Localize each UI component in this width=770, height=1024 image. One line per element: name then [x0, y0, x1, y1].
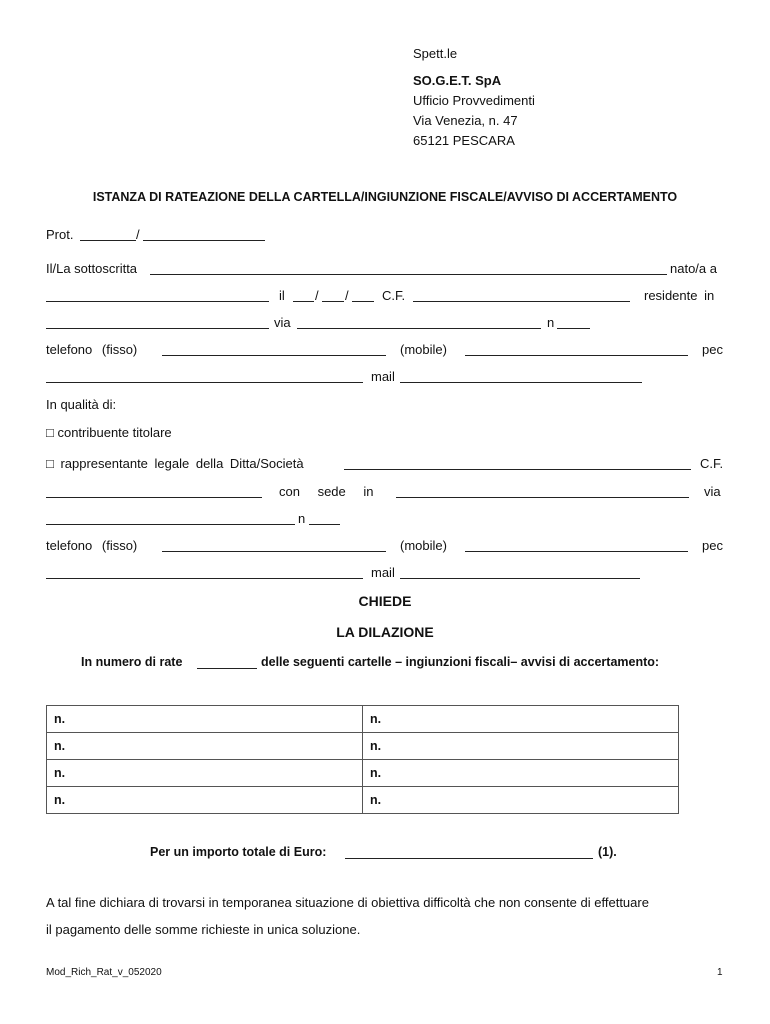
- mobile-field[interactable]: [465, 355, 688, 356]
- table-cell[interactable]: n.: [363, 787, 679, 814]
- birth-day-field[interactable]: [293, 301, 314, 302]
- company-street-field[interactable]: [46, 524, 295, 525]
- via-label: via: [274, 315, 291, 330]
- company-via-label: via: [704, 484, 721, 499]
- born-label: nato/a a: [670, 261, 717, 276]
- amount-field[interactable]: [345, 858, 593, 859]
- prot-label: Prot.: [46, 227, 74, 242]
- residence-city-field[interactable]: [46, 328, 269, 329]
- documents-table: [46, 705, 679, 814]
- company-phone-field[interactable]: [162, 551, 386, 552]
- birth-month-field[interactable]: [322, 301, 344, 302]
- date-separator: /: [345, 288, 349, 303]
- declaration-line-1: A tal fine dichiara di trovarsi in temporanea situazione di obiettiva difficoltà che non consente di effettuare: [46, 895, 649, 910]
- mail-label: mail: [371, 369, 395, 384]
- resident-label: residente in: [644, 288, 715, 303]
- company-pec-field[interactable]: [46, 578, 363, 579]
- cf-label: C.F.: [382, 288, 406, 303]
- table-cell[interactable]: n.: [47, 733, 363, 760]
- chiede-heading: CHIEDE: [358, 593, 412, 609]
- page-number: 1: [717, 967, 723, 978]
- mail-field[interactable]: [400, 382, 642, 383]
- rate-prefix: In numero di rate: [81, 655, 183, 669]
- phone-label: telefono (fisso): [46, 342, 138, 357]
- cf-field[interactable]: [413, 301, 630, 302]
- table-cell[interactable]: n.: [363, 733, 679, 760]
- table-cell[interactable]: n.: [47, 787, 363, 814]
- option-taxpayer-checkbox[interactable]: □ contribuente titolare: [46, 425, 172, 440]
- company-number-label: n: [298, 511, 306, 526]
- mobile-label: (mobile): [400, 342, 447, 357]
- company-cf-field[interactable]: [46, 497, 262, 498]
- company-mobile-label: (mobile): [400, 538, 447, 553]
- company-street-number-field[interactable]: [309, 524, 340, 525]
- company-pec-label: pec: [702, 538, 723, 553]
- signer-label: Il/La sottoscritta: [46, 261, 138, 276]
- address-office: Ufficio Provvedimenti: [413, 93, 535, 108]
- table-cell[interactable]: n.: [363, 706, 679, 733]
- prot-year-field[interactable]: [143, 240, 265, 241]
- company-seat-field[interactable]: [396, 497, 689, 498]
- phone-field[interactable]: [162, 355, 386, 356]
- amount-prefix: Per un importo totale di Euro:: [150, 845, 327, 859]
- table-cell[interactable]: n.: [47, 760, 363, 787]
- table-row: [47, 706, 679, 733]
- prot-separator: /: [136, 227, 140, 242]
- declaration-line-2: il pagamento delle somme richieste in unica soluzione.: [46, 922, 361, 937]
- document-title: ISTANZA DI RATEAZIONE DELLA CARTELLA/INGIUNZIONE FISCALE/AVVISO DI ACCERTAMENTO: [92, 190, 678, 204]
- company-mail-field[interactable]: [400, 578, 640, 579]
- option-representative-checkbox[interactable]: □ rappresentante legale della Ditta/Società: [46, 456, 304, 471]
- footer-code: Mod_Rich_Rat_v_052020: [46, 967, 162, 978]
- company-mail-label: mail: [371, 565, 395, 580]
- pec-label: pec: [702, 342, 723, 357]
- company-name-field[interactable]: [344, 469, 691, 470]
- table-cell[interactable]: n.: [363, 760, 679, 787]
- birth-year-field[interactable]: [352, 301, 374, 302]
- company-mobile-field[interactable]: [465, 551, 688, 552]
- rate-suffix: delle seguenti cartelle – ingiunzioni fiscali– avvisi di accertamento:: [261, 655, 660, 669]
- company-phone-label: telefono (fisso): [46, 538, 138, 553]
- capacity-label: In qualità di:: [46, 397, 117, 412]
- rate-count-field[interactable]: [197, 668, 257, 669]
- street-field[interactable]: [297, 328, 541, 329]
- street-number-field[interactable]: [557, 328, 590, 329]
- birthdate-label: il: [279, 288, 285, 303]
- address-city: 65121 PESCARA: [413, 133, 515, 148]
- address-greeting: Spett.le: [413, 46, 458, 61]
- number-label: n: [547, 315, 555, 330]
- dilazione-heading: LA DILAZIONE: [336, 624, 434, 640]
- company-cf-label: C.F.: [700, 456, 724, 471]
- address-company: SO.G.E.T. SpA: [413, 73, 502, 88]
- date-separator: /: [315, 288, 319, 303]
- table-row: [47, 733, 679, 760]
- table-cell[interactable]: n.: [47, 706, 363, 733]
- pec-field[interactable]: [46, 382, 363, 383]
- prot-number-field[interactable]: [80, 240, 136, 241]
- birthplace-field[interactable]: [46, 301, 269, 302]
- address-street: Via Venezia, n. 47: [413, 113, 518, 128]
- amount-suffix: (1).: [598, 845, 617, 859]
- signer-name-field[interactable]: [150, 274, 667, 275]
- table-row: [47, 760, 679, 787]
- table-row: [47, 787, 679, 814]
- company-seat-label: con sede in: [279, 484, 374, 499]
